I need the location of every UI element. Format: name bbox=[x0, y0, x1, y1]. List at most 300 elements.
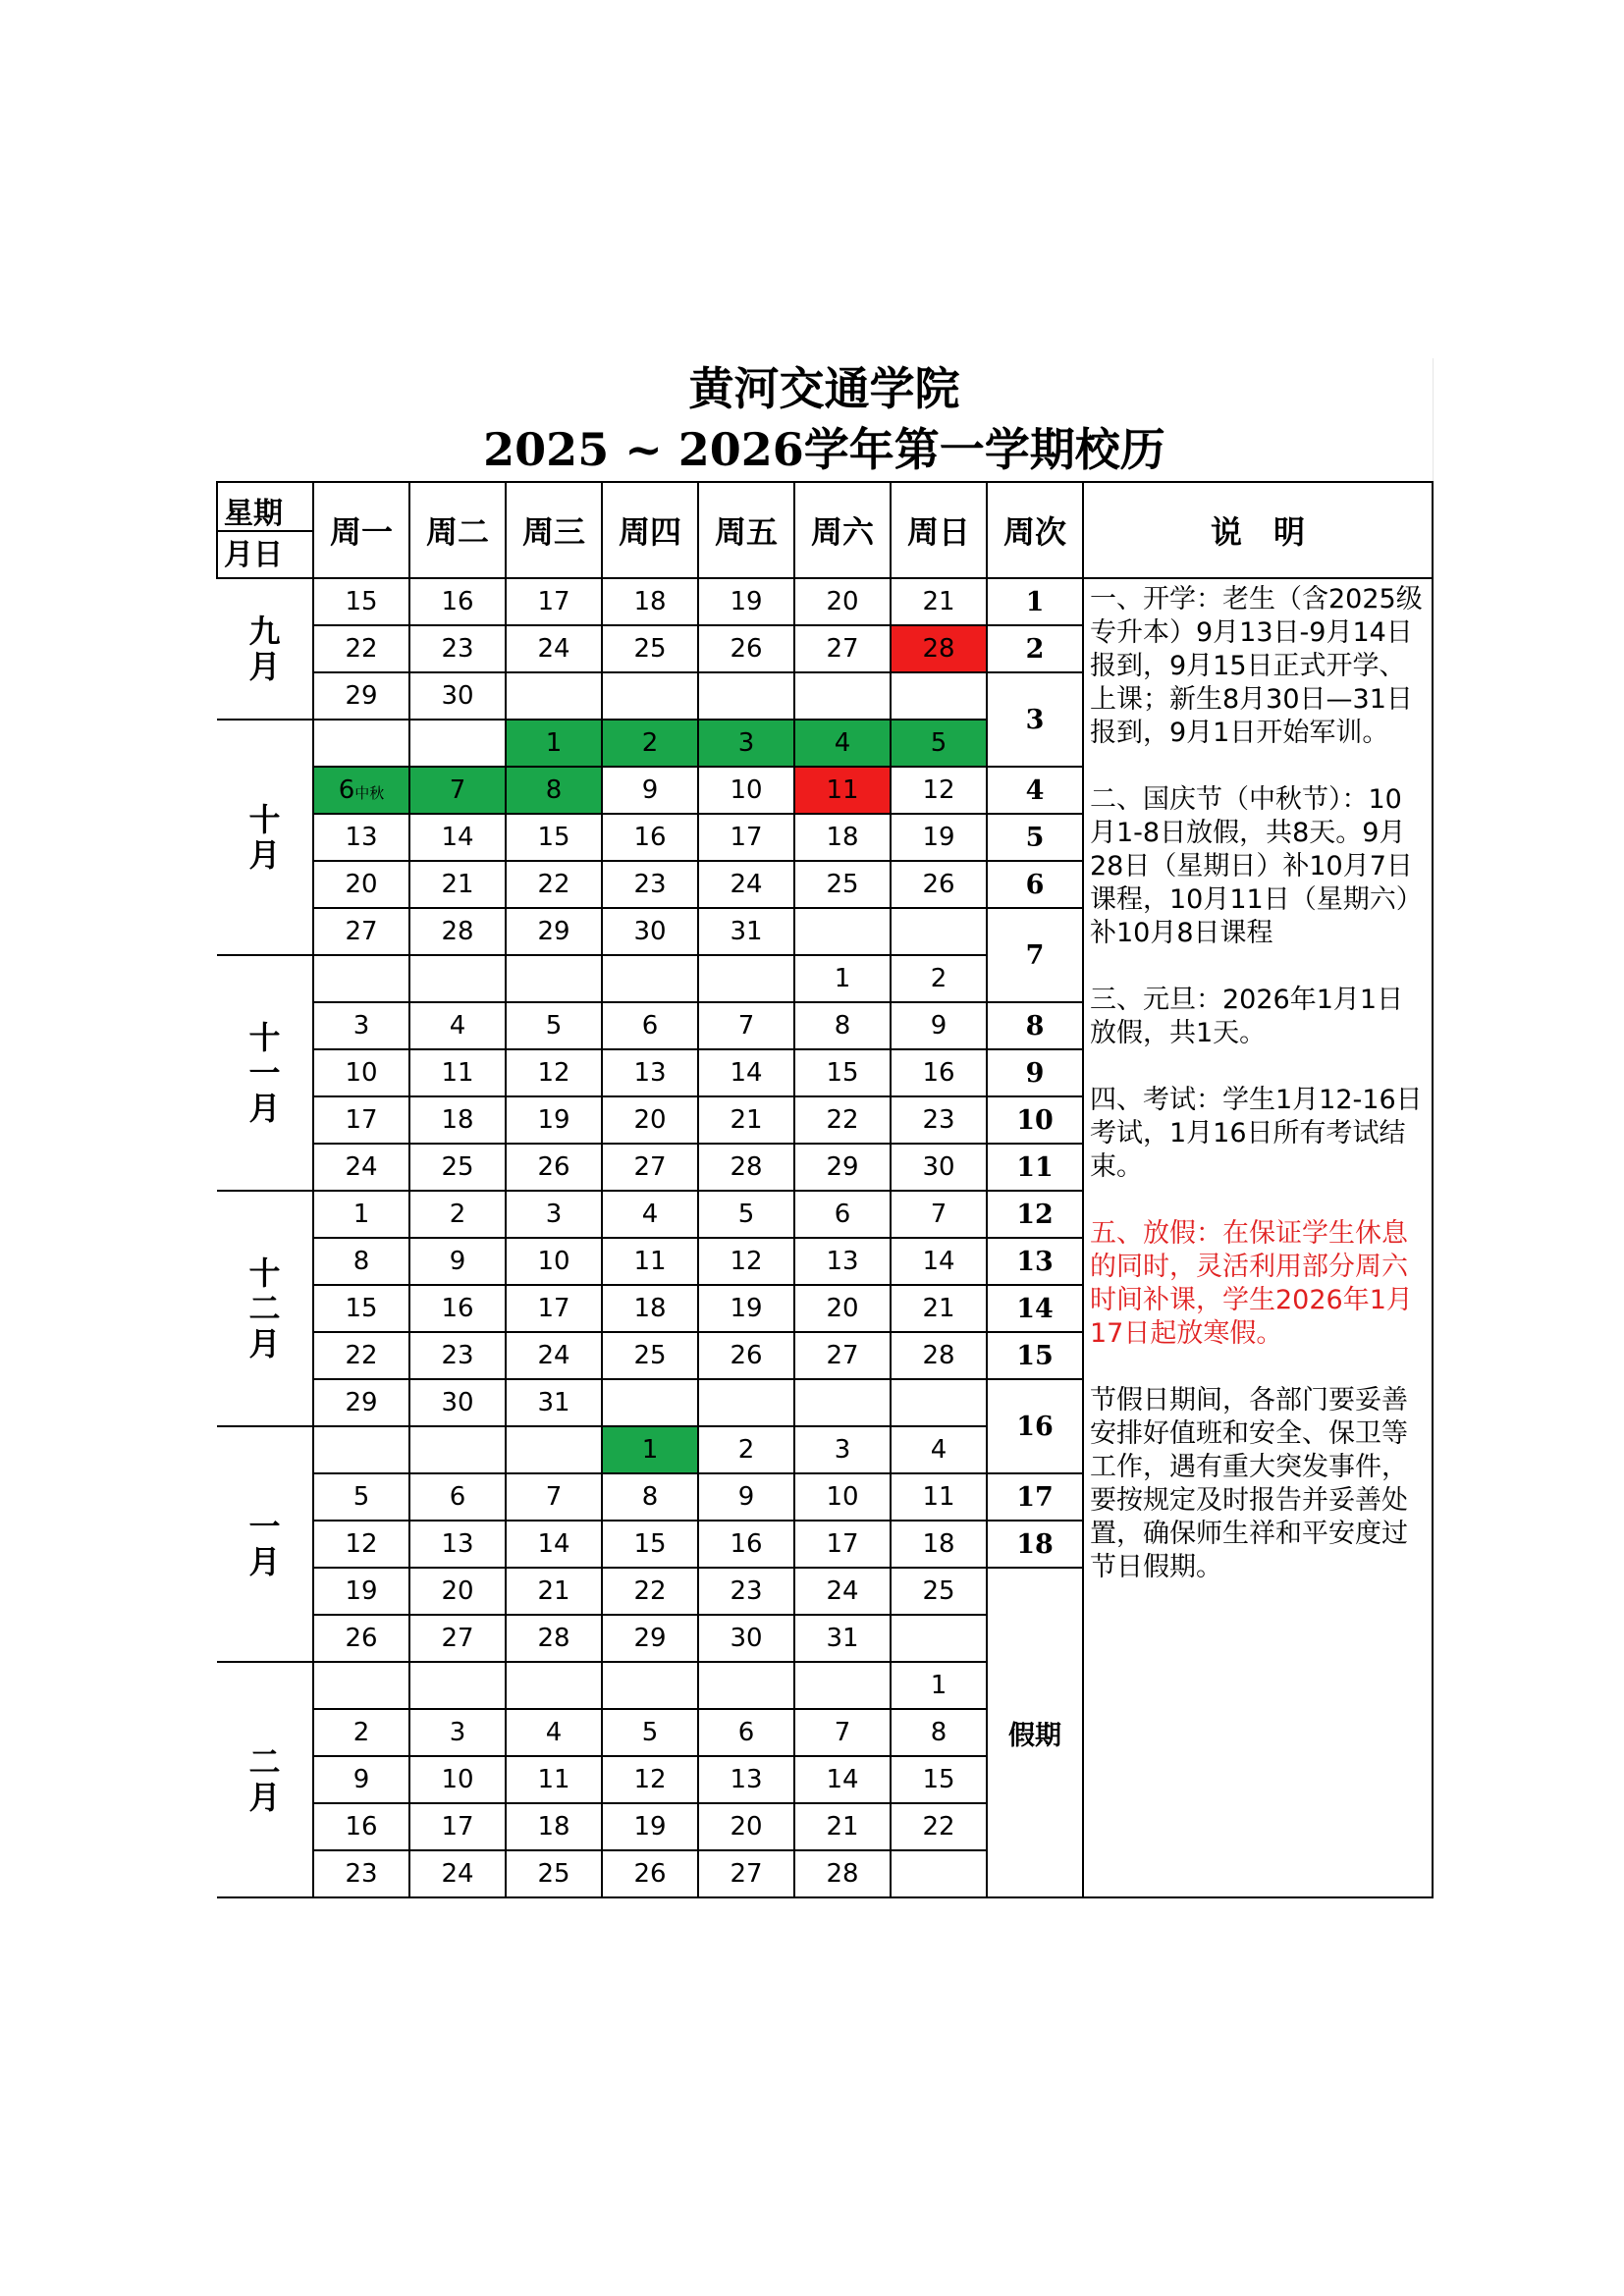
day-cell bbox=[506, 1473, 602, 1521]
empty-day-cell bbox=[698, 1662, 794, 1709]
day-cell bbox=[698, 908, 794, 955]
empty-day-cell bbox=[409, 720, 506, 767]
day-number: 12 bbox=[345, 1529, 378, 1559]
day-cell bbox=[794, 1568, 891, 1615]
empty-day-cell bbox=[698, 955, 794, 1002]
day-cell bbox=[794, 1709, 891, 1756]
day-number: 5 bbox=[641, 1718, 659, 1747]
day-cell bbox=[794, 1144, 891, 1191]
day-number: 4 bbox=[641, 1200, 659, 1229]
day-number: 14 bbox=[826, 1765, 859, 1794]
day-number: 21 bbox=[730, 1105, 763, 1135]
day-cell bbox=[313, 861, 409, 908]
day-cell bbox=[602, 1332, 698, 1379]
day-cell bbox=[698, 1615, 794, 1662]
day-number: 21 bbox=[537, 1576, 570, 1606]
empty-day-cell bbox=[313, 955, 409, 1002]
day-cell bbox=[698, 1568, 794, 1615]
day-number: 22 bbox=[345, 634, 378, 664]
day-number: 15 bbox=[345, 1294, 378, 1323]
day-number: 12 bbox=[633, 1765, 667, 1794]
day-number: 21 bbox=[826, 1812, 859, 1842]
day-number: 12 bbox=[730, 1247, 763, 1276]
day-number: 20 bbox=[345, 870, 378, 899]
day-number: 15 bbox=[633, 1529, 667, 1559]
day-cell bbox=[409, 1096, 506, 1144]
day-number: 1 bbox=[834, 964, 851, 993]
day-number: 26 bbox=[633, 1859, 667, 1889]
empty-day-cell bbox=[794, 1662, 891, 1709]
day-number: 10 bbox=[826, 1482, 859, 1512]
empty-day-cell bbox=[891, 1850, 987, 1897]
day-cell bbox=[409, 1379, 506, 1426]
day-cell bbox=[891, 1144, 987, 1191]
week-number-cell: 8 bbox=[987, 1002, 1083, 1049]
day-number: 18 bbox=[633, 1294, 667, 1323]
day-number: 20 bbox=[441, 1576, 474, 1606]
day-cell bbox=[313, 1049, 409, 1096]
day-number: 23 bbox=[633, 870, 667, 899]
day-number: 5 bbox=[737, 1200, 755, 1229]
day-number: 18 bbox=[441, 1105, 474, 1135]
day-number: 13 bbox=[633, 1058, 667, 1088]
day-number: 11 bbox=[441, 1058, 474, 1088]
day-cell bbox=[891, 1002, 987, 1049]
week-header: 周次 bbox=[987, 482, 1083, 578]
day-number: 13 bbox=[730, 1765, 763, 1794]
day-cell bbox=[506, 1379, 602, 1426]
month-text: 一 月 bbox=[248, 1508, 281, 1580]
day-number: 28 bbox=[537, 1624, 570, 1653]
day-number: 25 bbox=[441, 1152, 474, 1182]
day-cell bbox=[409, 1615, 506, 1662]
day-cell bbox=[602, 1144, 698, 1191]
day-number: 7 bbox=[930, 1200, 947, 1229]
day-number: 14 bbox=[922, 1247, 955, 1276]
day-cell bbox=[698, 1096, 794, 1144]
day-cell bbox=[891, 955, 987, 1002]
day-number: 19 bbox=[922, 823, 955, 852]
day-cell bbox=[794, 1096, 891, 1144]
note-paragraph-5: 五、放假：在保证学生休息的同时，灵活利用部分周六时间补课，学生2026年1月17日起放寒假。 bbox=[1090, 1218, 1413, 1349]
day-number: 6 bbox=[338, 775, 355, 805]
empty-day-cell bbox=[313, 1426, 409, 1473]
calendar-title: 2025 ~ 2026学年第一学期校历 bbox=[483, 423, 1165, 476]
week-number-cell: 7 bbox=[987, 908, 1083, 1002]
day-cell bbox=[602, 578, 698, 625]
week-number-cell: 15 bbox=[987, 1332, 1083, 1379]
week-number-cell: 10 bbox=[987, 1096, 1083, 1144]
day-number: 28 bbox=[922, 634, 955, 664]
day-cell bbox=[891, 1756, 987, 1803]
mid-autumn-tag: 中秋 bbox=[354, 784, 385, 802]
day-cell bbox=[794, 1332, 891, 1379]
day-cell bbox=[698, 1049, 794, 1096]
day-cell bbox=[506, 1096, 602, 1144]
day-cell bbox=[313, 1144, 409, 1191]
day-cell bbox=[794, 955, 891, 1002]
day-cell bbox=[409, 1049, 506, 1096]
empty-day-cell bbox=[313, 1662, 409, 1709]
day-number: 13 bbox=[345, 823, 378, 852]
week-number-cell: 17 bbox=[987, 1473, 1083, 1521]
day-number: 22 bbox=[826, 1105, 859, 1135]
day-cell bbox=[891, 1238, 987, 1285]
day-cell bbox=[698, 1473, 794, 1521]
calendar-body bbox=[217, 482, 1433, 1897]
day-cell bbox=[698, 1002, 794, 1049]
day-cell bbox=[891, 1803, 987, 1850]
day-number: 9 bbox=[352, 1765, 370, 1794]
month-label-feb bbox=[217, 1662, 313, 1897]
day-number: 14 bbox=[441, 823, 474, 852]
day-cell bbox=[698, 767, 794, 814]
day-cell bbox=[698, 1709, 794, 1756]
day-cell bbox=[891, 1473, 987, 1521]
day-number: 4 bbox=[449, 1011, 466, 1041]
day-number: 16 bbox=[633, 823, 667, 852]
day-cell bbox=[698, 1521, 794, 1568]
day-number: 5 bbox=[545, 1011, 563, 1041]
day-number: 23 bbox=[730, 1576, 763, 1606]
day-cell bbox=[794, 814, 891, 861]
corner-cell bbox=[217, 482, 313, 578]
holiday-day-cell bbox=[506, 720, 602, 767]
day-cell bbox=[602, 1615, 698, 1662]
week-number-cell: 1 bbox=[987, 578, 1083, 625]
day-cell bbox=[506, 1002, 602, 1049]
day-number: 30 bbox=[633, 917, 667, 946]
day-header: 周三 bbox=[506, 482, 602, 578]
day-number: 8 bbox=[641, 1482, 659, 1512]
day-number: 6 bbox=[449, 1482, 466, 1512]
day-number: 16 bbox=[441, 1294, 474, 1323]
day-number: 23 bbox=[441, 1341, 474, 1370]
day-number: 13 bbox=[826, 1247, 859, 1276]
week-number-cell: 12 bbox=[987, 1191, 1083, 1238]
day-header: 周六 bbox=[794, 482, 891, 578]
note-paragraph-4: 四、考试：学生1月12-16日考试，1月16日所有考试结束。 bbox=[1090, 1085, 1423, 1182]
day-cell bbox=[506, 1709, 602, 1756]
day-number: 6 bbox=[641, 1011, 659, 1041]
day-number: 7 bbox=[737, 1011, 755, 1041]
day-number: 10 bbox=[345, 1058, 378, 1088]
day-cell bbox=[891, 1191, 987, 1238]
day-number: 5 bbox=[352, 1482, 370, 1512]
day-cell bbox=[506, 861, 602, 908]
day-number: 21 bbox=[441, 870, 474, 899]
day-number: 26 bbox=[922, 870, 955, 899]
school-name: 黄河交通学院 bbox=[688, 362, 960, 415]
month-label-nov bbox=[217, 955, 313, 1191]
empty-day-cell bbox=[506, 955, 602, 1002]
day-number: 27 bbox=[633, 1152, 667, 1182]
day-number: 2 bbox=[449, 1200, 466, 1229]
day-cell bbox=[698, 1144, 794, 1191]
day-number: 19 bbox=[537, 1105, 570, 1135]
empty-day-cell bbox=[794, 672, 891, 720]
day-number: 20 bbox=[633, 1105, 667, 1135]
day-cell bbox=[794, 1803, 891, 1850]
day-cell bbox=[506, 1850, 602, 1897]
day-number: 22 bbox=[922, 1812, 955, 1842]
note-paragraph-6: 节假日期间，各部门要妥善安排好值班和安全、保卫等工作，遇有重大突发事件，要按规定及时报告并妥善处置，确保师生祥和平安度过节日假期。 bbox=[1090, 1385, 1408, 1582]
day-cell bbox=[409, 625, 506, 672]
week-number-cell: 16 bbox=[987, 1379, 1083, 1473]
day-cell bbox=[313, 672, 409, 720]
day-number: 27 bbox=[441, 1624, 474, 1653]
empty-day-cell bbox=[891, 672, 987, 720]
day-cell bbox=[602, 1238, 698, 1285]
day-cell bbox=[409, 1238, 506, 1285]
day-number: 7 bbox=[545, 1482, 563, 1512]
day-cell bbox=[602, 1850, 698, 1897]
day-number: 5 bbox=[930, 728, 947, 758]
day-cell bbox=[794, 578, 891, 625]
day-number: 18 bbox=[922, 1529, 955, 1559]
week-number-cell: 6 bbox=[987, 861, 1083, 908]
title-block bbox=[216, 358, 1434, 481]
day-number: 16 bbox=[345, 1812, 378, 1842]
week-number-cell: 9 bbox=[987, 1049, 1083, 1096]
month-label-jan bbox=[217, 1426, 313, 1662]
notes-cell bbox=[1083, 578, 1433, 1897]
holiday-day-cell bbox=[409, 767, 506, 814]
day-cell bbox=[313, 578, 409, 625]
day-cell bbox=[698, 1756, 794, 1803]
day-number: 18 bbox=[633, 587, 667, 616]
empty-day-cell bbox=[409, 955, 506, 1002]
day-cell bbox=[313, 1285, 409, 1332]
day-cell bbox=[313, 1709, 409, 1756]
day-number: 9 bbox=[449, 1247, 466, 1276]
day-number: 28 bbox=[730, 1152, 763, 1182]
empty-day-cell bbox=[602, 955, 698, 1002]
day-cell bbox=[409, 1002, 506, 1049]
holiday-day-cell bbox=[313, 767, 409, 814]
week-number-cell: 14 bbox=[987, 1285, 1083, 1332]
day-cell bbox=[698, 861, 794, 908]
day-number: 6 bbox=[834, 1200, 851, 1229]
day-number: 30 bbox=[730, 1624, 763, 1653]
day-number: 21 bbox=[922, 1294, 955, 1323]
day-number: 3 bbox=[352, 1011, 370, 1041]
day-number: 24 bbox=[537, 1341, 570, 1370]
day-number: 22 bbox=[537, 870, 570, 899]
day-cell bbox=[313, 625, 409, 672]
day-cell bbox=[506, 1568, 602, 1615]
day-cell bbox=[698, 625, 794, 672]
holiday-day-cell bbox=[602, 1426, 698, 1473]
day-cell bbox=[409, 1756, 506, 1803]
day-number: 12 bbox=[537, 1058, 570, 1088]
day-number: 14 bbox=[537, 1529, 570, 1559]
day-cell bbox=[409, 1473, 506, 1521]
empty-day-cell bbox=[698, 672, 794, 720]
day-cell bbox=[313, 1191, 409, 1238]
day-cell bbox=[891, 1332, 987, 1379]
day-cell bbox=[698, 1850, 794, 1897]
day-number: 18 bbox=[537, 1812, 570, 1842]
day-number: 19 bbox=[730, 1294, 763, 1323]
day-number: 18 bbox=[826, 823, 859, 852]
day-number: 19 bbox=[633, 1812, 667, 1842]
day-number: 30 bbox=[441, 681, 474, 711]
day-number: 29 bbox=[826, 1152, 859, 1182]
empty-day-cell bbox=[698, 1379, 794, 1426]
empty-day-cell bbox=[313, 720, 409, 767]
day-cell bbox=[698, 578, 794, 625]
day-number: 27 bbox=[826, 1341, 859, 1370]
day-number: 25 bbox=[922, 1576, 955, 1606]
day-number: 26 bbox=[730, 1341, 763, 1370]
day-number: 16 bbox=[922, 1058, 955, 1088]
day-cell bbox=[698, 1426, 794, 1473]
day-cell bbox=[891, 861, 987, 908]
day-cell bbox=[313, 1521, 409, 1568]
day-cell bbox=[506, 625, 602, 672]
day-cell bbox=[891, 1049, 987, 1096]
day-cell bbox=[313, 908, 409, 955]
day-number: 17 bbox=[826, 1529, 859, 1559]
day-cell bbox=[794, 625, 891, 672]
day-cell bbox=[794, 1285, 891, 1332]
day-number: 17 bbox=[441, 1812, 474, 1842]
day-number: 1 bbox=[930, 1671, 947, 1700]
day-number: 29 bbox=[345, 681, 378, 711]
day-number: 30 bbox=[441, 1388, 474, 1417]
day-number: 29 bbox=[537, 917, 570, 946]
day-number: 10 bbox=[441, 1765, 474, 1794]
day-cell bbox=[313, 1850, 409, 1897]
day-cell bbox=[409, 1709, 506, 1756]
month-text: 二 月 bbox=[248, 1743, 281, 1816]
day-cell bbox=[313, 1332, 409, 1379]
day-number: 15 bbox=[826, 1058, 859, 1088]
day-cell bbox=[891, 578, 987, 625]
empty-day-cell bbox=[891, 1379, 987, 1426]
day-number: 3 bbox=[449, 1718, 466, 1747]
calendar-sheet bbox=[216, 358, 1434, 1898]
day-number: 31 bbox=[730, 917, 763, 946]
day-number: 20 bbox=[826, 1294, 859, 1323]
day-cell bbox=[891, 1285, 987, 1332]
day-cell bbox=[602, 1521, 698, 1568]
day-number: 14 bbox=[730, 1058, 763, 1088]
day-number: 26 bbox=[537, 1152, 570, 1182]
day-cell bbox=[602, 1002, 698, 1049]
day-number: 7 bbox=[834, 1718, 851, 1747]
day-cell bbox=[794, 1002, 891, 1049]
week-number-cell: 3 bbox=[987, 672, 1083, 767]
day-cell bbox=[891, 1096, 987, 1144]
empty-day-cell bbox=[602, 1662, 698, 1709]
day-cell bbox=[506, 1756, 602, 1803]
day-number: 6 bbox=[737, 1718, 755, 1747]
empty-day-cell bbox=[602, 1379, 698, 1426]
week-number-cell: 5 bbox=[987, 814, 1083, 861]
day-cell bbox=[506, 1615, 602, 1662]
day-number: 11 bbox=[633, 1247, 667, 1276]
day-cell bbox=[602, 861, 698, 908]
day-number: 25 bbox=[633, 1341, 667, 1370]
month-label-oct bbox=[217, 720, 313, 955]
day-number: 28 bbox=[441, 917, 474, 946]
day-cell bbox=[409, 908, 506, 955]
day-number: 4 bbox=[930, 1435, 947, 1465]
day-cell bbox=[506, 1285, 602, 1332]
day-header: 周日 bbox=[891, 482, 987, 578]
day-header: 周五 bbox=[698, 482, 794, 578]
day-number: 28 bbox=[826, 1859, 859, 1889]
day-header: 周一 bbox=[313, 482, 409, 578]
day-number: 25 bbox=[537, 1859, 570, 1889]
day-cell bbox=[794, 1615, 891, 1662]
day-cell bbox=[409, 1144, 506, 1191]
holiday-day-cell bbox=[698, 720, 794, 767]
note-paragraph-1: 一、开学：老生（含2025级专升本）9月13日-9月14日报到，9月15日正式开学、上课；新生8月30日—31日报到，9月1日开始军训。 bbox=[1090, 584, 1423, 748]
holiday-day-cell bbox=[794, 720, 891, 767]
day-number: 1 bbox=[545, 728, 563, 758]
day-cell bbox=[409, 1285, 506, 1332]
day-number: 30 bbox=[922, 1152, 955, 1182]
day-number: 15 bbox=[537, 823, 570, 852]
day-number: 11 bbox=[826, 775, 859, 805]
week-number-cell: 13 bbox=[987, 1238, 1083, 1285]
day-number: 26 bbox=[345, 1624, 378, 1653]
day-cell bbox=[506, 1521, 602, 1568]
day-number: 24 bbox=[441, 1859, 474, 1889]
day-cell bbox=[794, 1850, 891, 1897]
day-number: 20 bbox=[730, 1812, 763, 1842]
day-number: 29 bbox=[633, 1624, 667, 1653]
day-number: 17 bbox=[345, 1105, 378, 1135]
month-text: 十 一 月 bbox=[248, 1019, 281, 1127]
makeup-day-cell bbox=[794, 767, 891, 814]
holiday-day-cell bbox=[602, 720, 698, 767]
day-number: 2 bbox=[641, 728, 659, 758]
week-number-cell: 2 bbox=[987, 625, 1083, 672]
day-cell bbox=[698, 814, 794, 861]
day-cell bbox=[602, 1568, 698, 1615]
day-cell bbox=[698, 1332, 794, 1379]
calendar-table bbox=[216, 481, 1434, 1898]
month-label-dec bbox=[217, 1191, 313, 1426]
empty-day-cell bbox=[602, 672, 698, 720]
makeup-day-cell bbox=[891, 625, 987, 672]
day-number: 17 bbox=[537, 1294, 570, 1323]
day-cell bbox=[891, 1521, 987, 1568]
empty-day-cell bbox=[506, 1662, 602, 1709]
month-header-label: 月日 bbox=[224, 538, 283, 572]
day-cell bbox=[794, 1191, 891, 1238]
day-number: 24 bbox=[730, 870, 763, 899]
day-cell bbox=[313, 1238, 409, 1285]
day-cell bbox=[794, 1473, 891, 1521]
day-cell bbox=[313, 1379, 409, 1426]
day-cell bbox=[794, 1238, 891, 1285]
empty-day-cell bbox=[506, 1426, 602, 1473]
day-cell bbox=[698, 1238, 794, 1285]
day-number: 2 bbox=[930, 964, 947, 993]
day-cell bbox=[409, 1850, 506, 1897]
empty-day-cell bbox=[794, 1379, 891, 1426]
day-cell bbox=[506, 1332, 602, 1379]
day-number: 24 bbox=[345, 1152, 378, 1182]
holiday-day-cell bbox=[891, 720, 987, 767]
day-cell bbox=[602, 1049, 698, 1096]
day-number: 21 bbox=[922, 587, 955, 616]
